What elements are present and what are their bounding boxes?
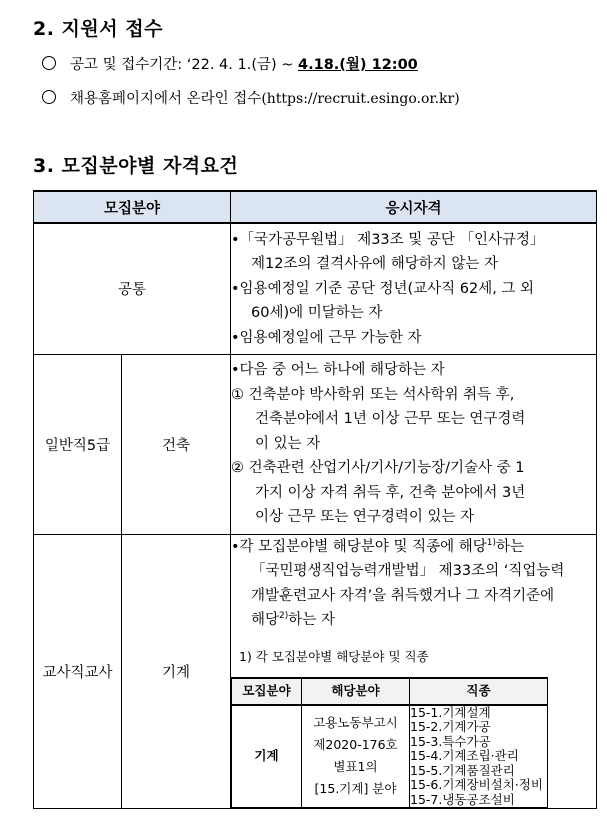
- recruit-url[interactable]: (https://recruit.esingo.or.kr): [261, 91, 460, 107]
- sub-header-field: 모집분야: [232, 678, 302, 705]
- list-item: 15-4.기계조립·관리: [410, 748, 519, 763]
- qualification-table: [33, 190, 597, 809]
- qual-line: •각 모집분야별 해당분야 및 직종에 해당$^{1)}$하는: [231, 537, 524, 555]
- sub-header-area: 해당분야: [302, 678, 410, 705]
- qual-line: ① 건축분야 박사학위 또는 석사학위 취득 후,: [231, 386, 515, 403]
- section2-title: 2. 지원서 접수: [33, 18, 163, 40]
- period-deadline: 4.18.(월) 12:00: [298, 57, 418, 73]
- qual-line: 「국민평생직업능력개발법」 제33조의 ‘직업능력: [251, 563, 565, 579]
- list-item: 15-7.냉동공조설비: [410, 791, 515, 807]
- online-text: 채용홈페이지에서 온라인 접수: [70, 91, 262, 107]
- sub-area: 고용노동부고시 제2020-176호 별표1의 [15.기계] 분야: [302, 705, 410, 808]
- period-text: 공고 및 접수기간: ‘22. 4. 1.(금) ~: [70, 57, 299, 73]
- common-qualifications: [231, 223, 597, 354]
- qual-line: 제12조의 결격사유에 해당하지 않는 자: [251, 256, 498, 272]
- job-table: [231, 677, 548, 808]
- sub-header-job: 직종: [410, 678, 548, 705]
- job-list: [410, 705, 548, 808]
- general-group: 일반직5급: [34, 354, 122, 534]
- teacher-qualifications: [231, 534, 597, 809]
- list-item: 15-3.특수가공: [410, 733, 491, 749]
- sub-field: 기계: [232, 705, 302, 808]
- qual-line: ② 건축관련 산업기사/기사/기능장/기술사 중 1: [231, 460, 525, 477]
- teacher-field: 기계: [122, 534, 231, 809]
- qual-line: •「국가공무원법」 제33조 및 공단 「인사규정」: [231, 231, 545, 248]
- circle-bullet-icon: [42, 56, 56, 70]
- qual-line: 이 있는 자: [255, 435, 321, 452]
- period-item: [42, 53, 418, 74]
- list-item: 15-5.기계품질관리: [410, 762, 515, 778]
- general-qualifications: [231, 354, 597, 534]
- teacher-group: 교사직교사: [34, 534, 122, 809]
- footnote-1: 1) 각 모집분야별 해당분야 및 직종: [239, 648, 429, 664]
- common-label: 공통: [34, 223, 231, 354]
- qual-line: •임용예정일 기준 공단 정년(교사직 62세, 그 외: [231, 280, 535, 297]
- list-item: 15-1.기계설계: [410, 704, 491, 720]
- qual-line: 해당$^{2)}$하는 자: [251, 611, 335, 628]
- list-item: 15-2.기계가공: [410, 719, 491, 734]
- header-field: 모집분야: [34, 191, 231, 223]
- list-item: 15-6.기계장비설치·정비: [410, 777, 543, 792]
- section3-title: 3. 모집분야별 자격요건: [33, 155, 239, 177]
- header-qualification: 응시자격: [231, 191, 597, 223]
- qual-line: •임용예정일에 근무 가능한 자: [231, 329, 422, 346]
- qual-line: 60세)에 미달하는 자: [251, 305, 383, 321]
- general-field: 건축: [122, 354, 231, 534]
- circle-bullet-icon: [42, 90, 56, 104]
- qual-line: 건축분야에서 1년 이상 근무 또는 연구경력: [255, 411, 526, 428]
- qual-line: 이상 근무 또는 연구경력이 있는 자: [255, 509, 475, 526]
- qual-line: 가지 이상 자격 취득 후, 건축 분야에서 3년: [255, 484, 526, 501]
- qual-line: •다음 중 어느 하나에 해당하는 자: [231, 362, 445, 379]
- qual-line: 개발훈련교사 자격’을 취득했거나 그 자격기준에: [251, 587, 555, 604]
- online-item: [42, 87, 460, 108]
